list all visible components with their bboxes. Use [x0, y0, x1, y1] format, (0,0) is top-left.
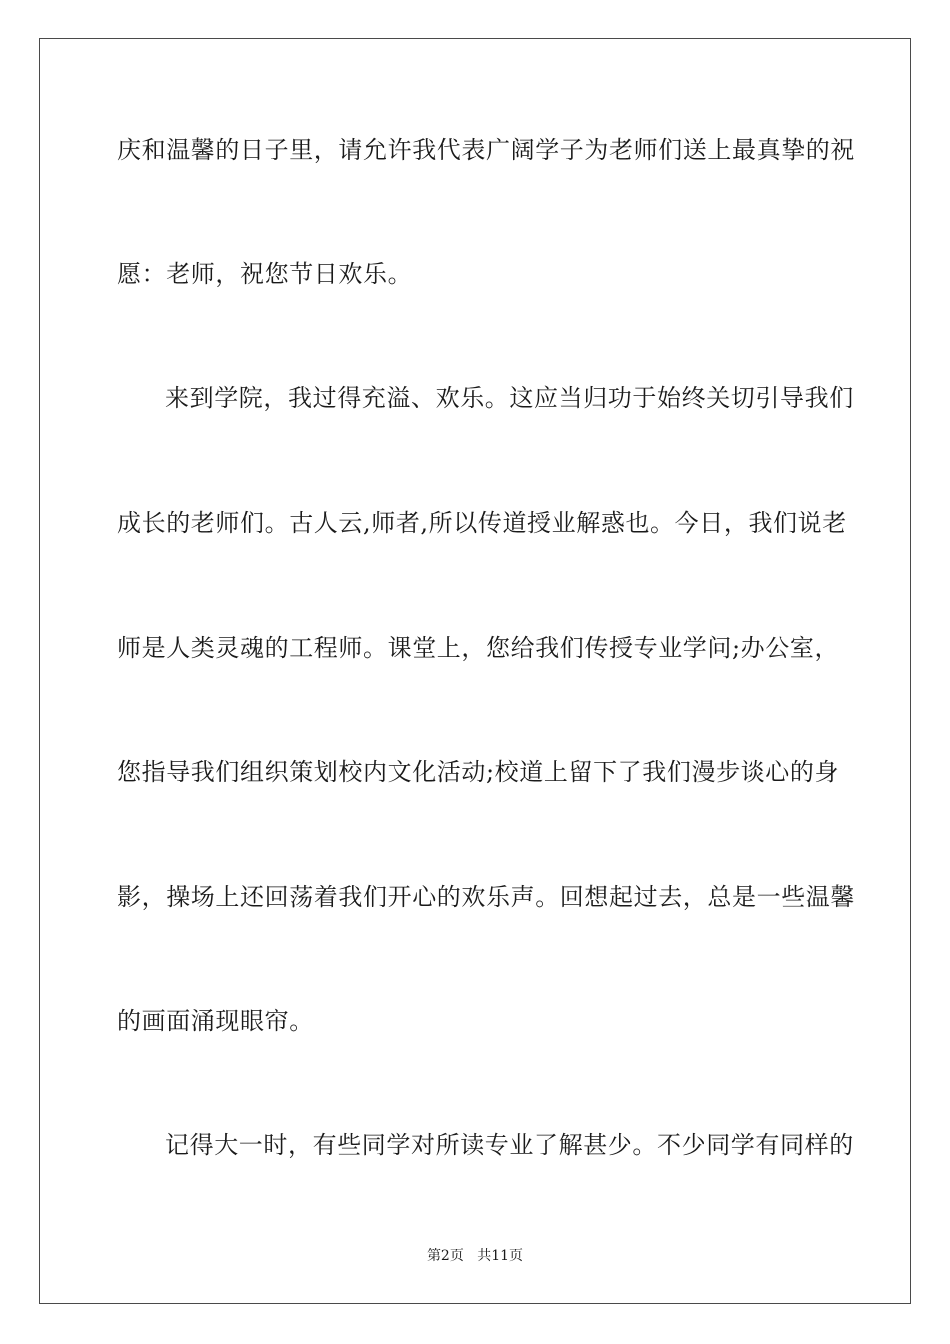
- text-line-3: 来到学院，我过得充溢、欢乐。这应当归功于始终关切引导我们: [165, 384, 854, 412]
- text-line-6: 您指导我们组织策划校内文化活动;校道上留下了我们漫步谈心的身: [117, 758, 840, 786]
- text-line-4: 成长的老师们。古人云,师者,所以传道授业解惑也。今日，我们说老: [117, 509, 847, 537]
- text-line-9: 记得大一时，有些同学对所读专业了解甚少。不少同学有同样的: [165, 1131, 854, 1159]
- page-footer: [0, 1247, 950, 1265]
- text-line-8: 的画面涌现眼帘。: [117, 1007, 314, 1035]
- page-total: 共11页: [477, 1248, 524, 1264]
- text-line-1: 庆和温馨的日子里，请允许我代表广阔学子为老师们送上最真挚的祝: [117, 136, 855, 164]
- text-line-2: 愿：老师，祝您节日欢乐。: [117, 260, 413, 288]
- page-border: [39, 38, 911, 1304]
- text-line-5: 师是人类灵魂的工程师。课堂上，您给我们传授专业学问;办公室，: [117, 634, 840, 662]
- text-line-7: 影，操场上还回荡着我们开心的欢乐声。回想起过去，总是一些温馨: [117, 883, 855, 911]
- page-number: 第2页: [426, 1248, 464, 1264]
